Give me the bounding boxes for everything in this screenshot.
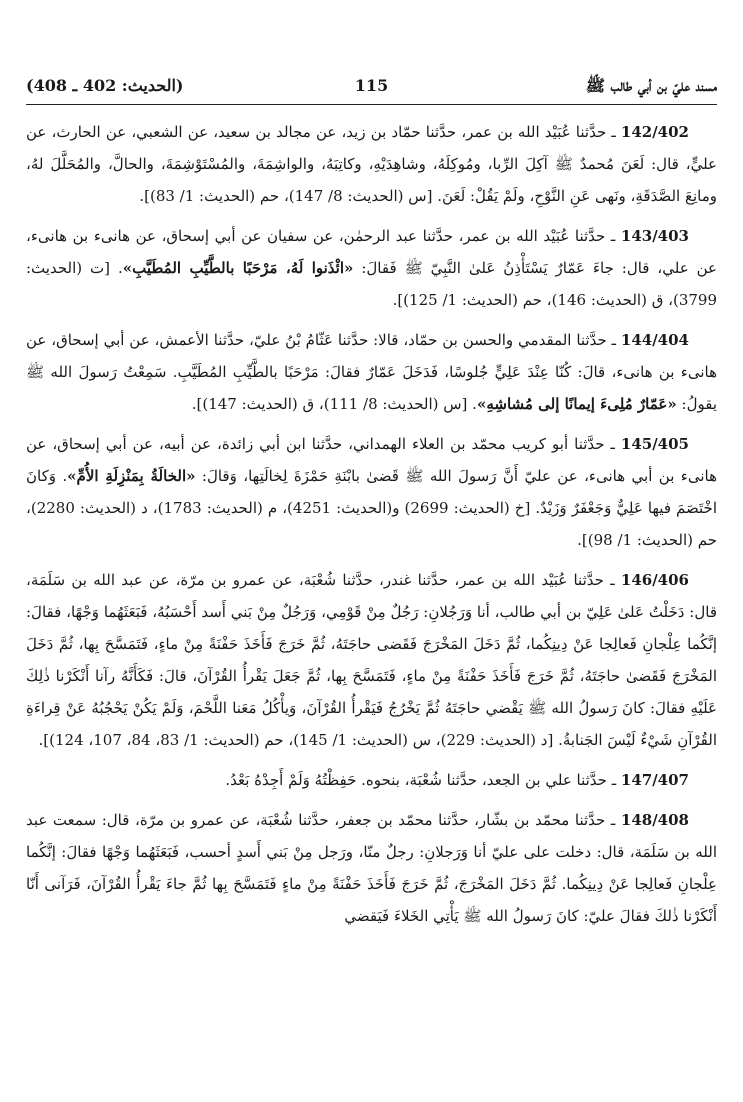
hadith-reference: . وَكانَ اخْتَصَمَ فيها عَلِيٌّ وَجَعْفَرٌ وَزَيْدٌ. [خ (الحديث: 2699) و(الحديث: 4251)، م (الحديث: 1783)، د (الحديث: 2280)، حم (الحديث: 1/ 98)]. (26, 467, 717, 549)
prophetic-quote: «عَمّارٌ مُلِىءَ إيمانًا إلى مُشاشِهِ» (476, 395, 677, 413)
hadith-text: ـ حدَّثنا عُبَيْد الله بن عمر، حدَّثنا حمّاد بن زيد، عن مجالد بن سعيد، عن الشعبي، عن الحارث، عن عليٍّ، قال: لَعَنَ مُحمدٌ ﷺ آكِلَ الرِّبا، ومُوكِلَهُ، وشاهِدَيْهِ، وكاتِبَهُ، والواشِمَةَ، والمُسْتَوْشِمَةَ، والحالَّ، والمُحَلَّلَ لهُ، ومانِعَ الصَّدَقَةِ، ونَهى عَنِ النَّوْحِ، ولَمْ يَقُلْ: لَعَنَ. [س (الحديث: 8/ 147)، حم (الحديث: 1/ 83)]. (26, 123, 717, 205)
hadith-number: 147/407 (620, 771, 689, 789)
hadith-number: 148/408 (620, 811, 689, 829)
hadith-text: ـ حدَّثنا أبو كريب محمّد بن العلاء الهمداني، حدَّثنا ابن أبي زائدة، عن أبيه، عن أبي إسحاق، عن هانىء بن أبي هانىء، عن عليّ أَنَّ رَسولَ الله ﷺ قَضىٰ بابْنَةِ حَمْزَةَ لِخالَتِها، وَقالَ: (26, 435, 717, 485)
hadith-range: (الحديث: 402 ـ 408) (26, 76, 184, 95)
hadith-entry (26, 804, 717, 932)
page-number: 115 (354, 76, 389, 95)
hadith-number: 145/405 (620, 435, 689, 453)
hadith-text: ـ حدَّثنا علي بن الجعد، حدَّثنا شُعْبَة، بنحوه. حَفِظْتُهُ وَلَمْ أَجِدْهُ بَعْدُ. (225, 771, 621, 789)
hadith-reference: . [ت (الحديث: 3799)، ق (الحديث: 146)، حم (الحديث: 1/ 125)]. (26, 259, 717, 309)
header-divider (26, 104, 717, 105)
hadith-text: ـ حدَّثنا عُبَيْد الله بن عمر، حدَّثنا عبد الرحمٰن، عن سفيان عن أبي إسحاق، عن هانىء بن هانىء، عن علي، قال: جاءَ عَمّارٌ يَسْتَأْذِنُ عَلىٰ النَّبِيّ ﷺ فَقالَ: (26, 227, 717, 277)
hadith-number: 143/403 (620, 227, 689, 245)
hadith-entry (26, 220, 717, 316)
prophetic-quote: «الخالَةُ بِمَنْزِلَةِ الأُمِّ» (67, 467, 196, 485)
hadith-reference: . [س (الحديث: 8/ 111)، ق (الحديث: 147)]. (191, 395, 477, 413)
prophetic-quote: «ائْذَنوا لَهُ، مَرْحَبًا بالطَّيِّبِ المُطَيَّبِ» (122, 259, 354, 277)
hadith-text: ـ حدَّثنا محمّد بن بشّار، حدَّثنا محمّد بن جعفر، حدَّثنا شُعْبَة، عن عمرو بن مرّة، قال: سمعت عبد الله بن سَلَمَة، قال: دخلت على عليّ أنا وَرَجلانِ: رجلٌ منّا، ورَجل مِنْ بَني أَسدٍ أحسب، فَبَعَثَهُما وَجْهًا فقالَ: إنَّكُما عِلْجانِ فَعالِجا عَنْ دِينِكُما. ثُمَّ دَخَلَ المَخْرَجَ، ثُمَّ خَرَجَ فَأَخَذَ حَفْنَةً مِنْ ماءٍ فَتَمَسَّحَ بِها ثُمَّ جاءَ يَقْرأُ القُرْآنَ، فَرَآنى أَنّا أَنْكَرْنا ذٰلكَ فقالَ عليّ: كانَ رَسولُ الله ﷺ يَأْتِي الخَلاءَ فَيَقضي (26, 811, 718, 925)
hadith-number: 144/404 (620, 331, 689, 349)
book-title: مسند عليّ بن أبي طالب ﷺ (585, 76, 717, 95)
page-header (26, 72, 717, 102)
hadith-text: ـ حدَّثنا المقدمي والحسن بن حمّاد، قالا: حدَّثنا عَثّامُ بْنُ عليّ، حدَّثنا الأعمش، عن أبي إسحاق، عن هانىء بن هانىء، قالَ: كُنّا عِنْدَ عَلِيٍّ جُلوسًا، فَدَخَلَ عَمّارٌ فقالَ: مَرْحَبًا بالطَّيِّبِ المُطَيَّبِ. سَمِعْتُ رَسولَ الله ﷺ يقولُ: (26, 331, 717, 413)
hadith-entry (26, 764, 717, 796)
page-body (26, 116, 717, 940)
hadith-entry (26, 564, 717, 756)
hadith-entry (26, 116, 717, 212)
hadith-text: ـ حدَّثنا عُبَيْد الله بن عمر، حدَّثنا غندر، حدَّثنا شُعْبَة، عن عمرو بن مرّة، عن عبد الله بن سَلَمَة، قال: دَخَلْتُ عَلىٰ عَلِيّ بن أبي طالب، أنا وَرَجُلانِ: رَجُلٌ مِنْ قَوْمِي، وَرَجُلٌ مِنْ بَني أَسد أَحْسَبُهُ، فَبَعَثَهُما وَجْهًا، فقالَ: إنَّكُما عِلْجانِ فَعالِجا عَنْ دِينِكُما، ثُمَّ دَخَلَ المَخْرَجَ فَقَضى حاجَتَهُ، ثُمَّ خَرَجَ فَأَخَذَ حَفْنَةً مِنْ ماءٍ، فَتَمَسَّحَ بِها، ثُمَّ دَخَلَ المَخْرَجَ فَقَضىٰ حاجَتَهُ، ثُمَّ خَرَجَ فَأَخَذَ حَفْنَةً مِنْ ماءٍ، فَتَمَسَّحَ بِها، ثُمَّ جَعَلَ يَقْرأُ القُرْآنَ، قالَ: فَكَأَنَّهُ رآنا أَنْكَرْنا ذٰلِكَ عَلَيْهِ فقالَ: كانَ رَسولُ الله ﷺ يَقْضي حاجَتَهُ ثُمَّ يَخْرُجُ فَيَقْرأُ القُرْآنَ، وَيأْكُلُ مَعَنا اللَّحْمَ، وَلَمْ يَكُنْ يَحْجُبُهُ عَنْ قِراءَةِ القُرْآنِ شَيْءٌ لَيْسَ الجَنابةُ. [د (الحديث: 229)، س (الحديث: 1/ 145)، حم (الحديث: 1/ 83، 84، 107، 124)]. (26, 571, 717, 749)
hadith-number: 142/402 (620, 123, 689, 141)
hadith-number: 146/406 (620, 571, 689, 589)
hadith-entry (26, 324, 717, 420)
hadith-entry (26, 428, 717, 556)
